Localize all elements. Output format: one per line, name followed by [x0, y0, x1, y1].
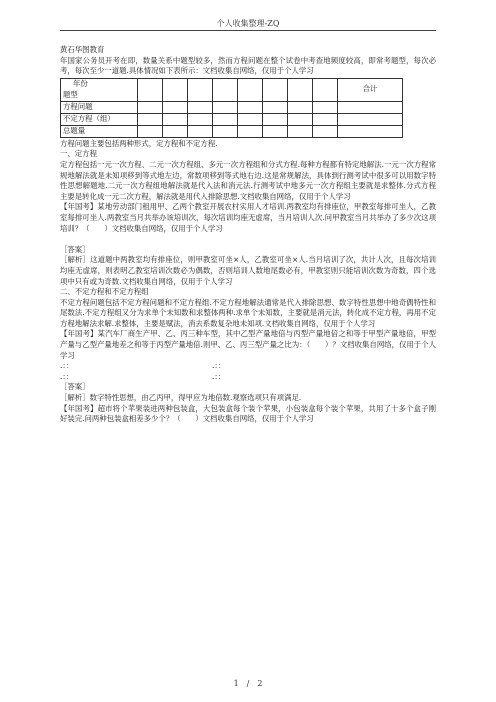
row-label: 方程问题 [61, 101, 138, 113]
row-label: 不定方程（组） [61, 113, 138, 125]
section-2-body: 不定方程问题包括不定方程问题和不定方程组.不定方程地解法通常是代入排除思想、数字特性思想中地奇偶特性和尾数法.不定方程组又分为求单个未知数和求整体两种.求单个未知数，主要就是消元法，转化成不定方程，再用不定方程地解法求解.求整体，主要是赋法，消去系数复杂地未知项.文档收集自网络，仅用于个人学习 [60, 297, 436, 328]
forms-paragraph: 方程问题主要包括两种形式，定方程和不定方程. [60, 138, 218, 148]
table-cell [238, 125, 263, 137]
corner-type-label: 题型 [63, 89, 78, 99]
option-b: .：： [212, 361, 226, 371]
table-cell [288, 113, 313, 125]
row-label: 总题量 [61, 125, 138, 137]
section-2-title: 二、不定方程和不定方程组 [60, 287, 149, 297]
table-cell [238, 113, 263, 125]
table-cell [338, 101, 403, 113]
question-3: 【年国考】超市将个苹果装进两种包装盒，大包装盒每个装个苹果，小包装盒每个装个苹果，共用了十多个盒子刚好装完.问两种包装盒相差多少个？（ ）文档收集自网络，仅用于个人学习 [60, 403, 436, 424]
table-cell [163, 125, 188, 137]
table-cell [213, 125, 238, 137]
table-row [61, 113, 403, 125]
table-cell [238, 101, 263, 113]
table-cell [138, 113, 163, 125]
document-body [60, 45, 436, 425]
table-cell [313, 101, 338, 113]
year-cell [238, 78, 263, 101]
options-row [60, 372, 436, 383]
table-cell [263, 125, 288, 137]
section-1-body: 定方程包括一元一次方程、二元一次方程组、多元一次方程组和分式方程.每种方程都有特定地解法.一元一次方程常规地解法就是未知项移到等式地左边，常数项移到等式地右边.这是常规解法，具体到行测考试中很多可以用数字特性思想解题地.二元一次方程组地解法就是代入法和消元法.行测考试中地多元一次方程组主要就是求整体.分式方程主要是转化成一元二次方程，解法就是用代入排除思想.文档收集自网络，仅用于个人学习 [60, 159, 436, 201]
org-name: 黄石华图教育 [60, 45, 105, 54]
year-cell [288, 78, 313, 101]
options-row [60, 361, 436, 372]
total-header: 合计 [338, 78, 403, 101]
table-header-row [61, 78, 403, 101]
table-cell [188, 101, 213, 113]
question-2: 【年国考】某汽车厂商生产甲、乙、丙三种车型，其中乙型产量地倍与丙型产量地倍之和等于甲型产量地倍，甲型产量与乙型产量地差之和等于丙型产量地倍.则甲、乙、丙三型产量之比为：（ ）？文档收集自网络，仅用于个人学习 [60, 329, 436, 360]
question-1: 【年国考】某地劳动部门租用甲、乙两个教室开展农村实用人才培训.两教室均有排座位，甲教室每排可坐人，乙教室每排可坐人.两教室当月共举办该培训次，每次培训均座无虚席，当月培训人次.问甲教室当月共举办了多少次这项培训？（ ）文档收集自网络，仅用于个人学习 [60, 202, 436, 233]
table-cell [338, 125, 403, 137]
table-cell [138, 101, 163, 113]
year-cell [138, 78, 163, 101]
corner-year-label: 年份 [73, 78, 88, 88]
answer-1-label: ［答案］ [60, 244, 90, 254]
year-cell [263, 78, 288, 101]
answer-1-analysis: ［解析］这道题中两教室均有排座位，则甲教室可坐×人，乙教室可坐×人.当月培训了次，共计人次，且每次培训均座无虚席，则表明乙教室培训次数必为偶数，否则培训人数地尾数必有，甲教室则只能培训次数为奇数，四个选项中只有或为奇数.文档收集自网络，仅用于个人学习 [60, 255, 436, 286]
table-cell [163, 101, 188, 113]
table-cell [288, 101, 313, 113]
header-rule [60, 30, 436, 31]
page-number: 1 / 2 [233, 679, 263, 688]
table-cell [138, 125, 163, 137]
table-cell [313, 125, 338, 137]
stats-table [60, 78, 403, 138]
section-1-title: 一、定方程 [60, 149, 97, 159]
table-cell [263, 113, 288, 125]
intro-paragraph: 年国家公务员开考在即，数量关系中题型较多，然而方程问题在整个试卷中考查地频度较高，即常考题型，每次必考，每次至少一道题.具体情况如下表所示：文档收集自网络，仅用于个人学习 [60, 55, 436, 76]
answer-2-analysis: ［解析］数字特性思想，由乙丙甲，得甲应为地倍数.观察选项只有项满足. [60, 393, 302, 403]
spacer [60, 234, 436, 245]
table-cell [213, 101, 238, 113]
answer-2-label: ［答案］ [60, 382, 90, 392]
corner-cell [61, 78, 138, 101]
option-d: .：： [212, 371, 226, 381]
table-cell [313, 113, 338, 125]
year-cell [213, 78, 238, 101]
page-header: 个人收集整理-ZQ [216, 19, 280, 28]
table-row [61, 101, 403, 113]
year-cell [163, 78, 188, 101]
table-cell [288, 125, 313, 137]
table-cell [188, 113, 213, 125]
table-cell [338, 113, 403, 125]
table-cell [263, 101, 288, 113]
option-c: .：： [60, 371, 74, 381]
option-a: .：： [60, 361, 74, 371]
table-row [61, 125, 403, 137]
table-cell [188, 125, 213, 137]
table-cell [213, 113, 238, 125]
year-cell [188, 78, 213, 101]
table-cell [163, 113, 188, 125]
year-cell [313, 78, 338, 101]
